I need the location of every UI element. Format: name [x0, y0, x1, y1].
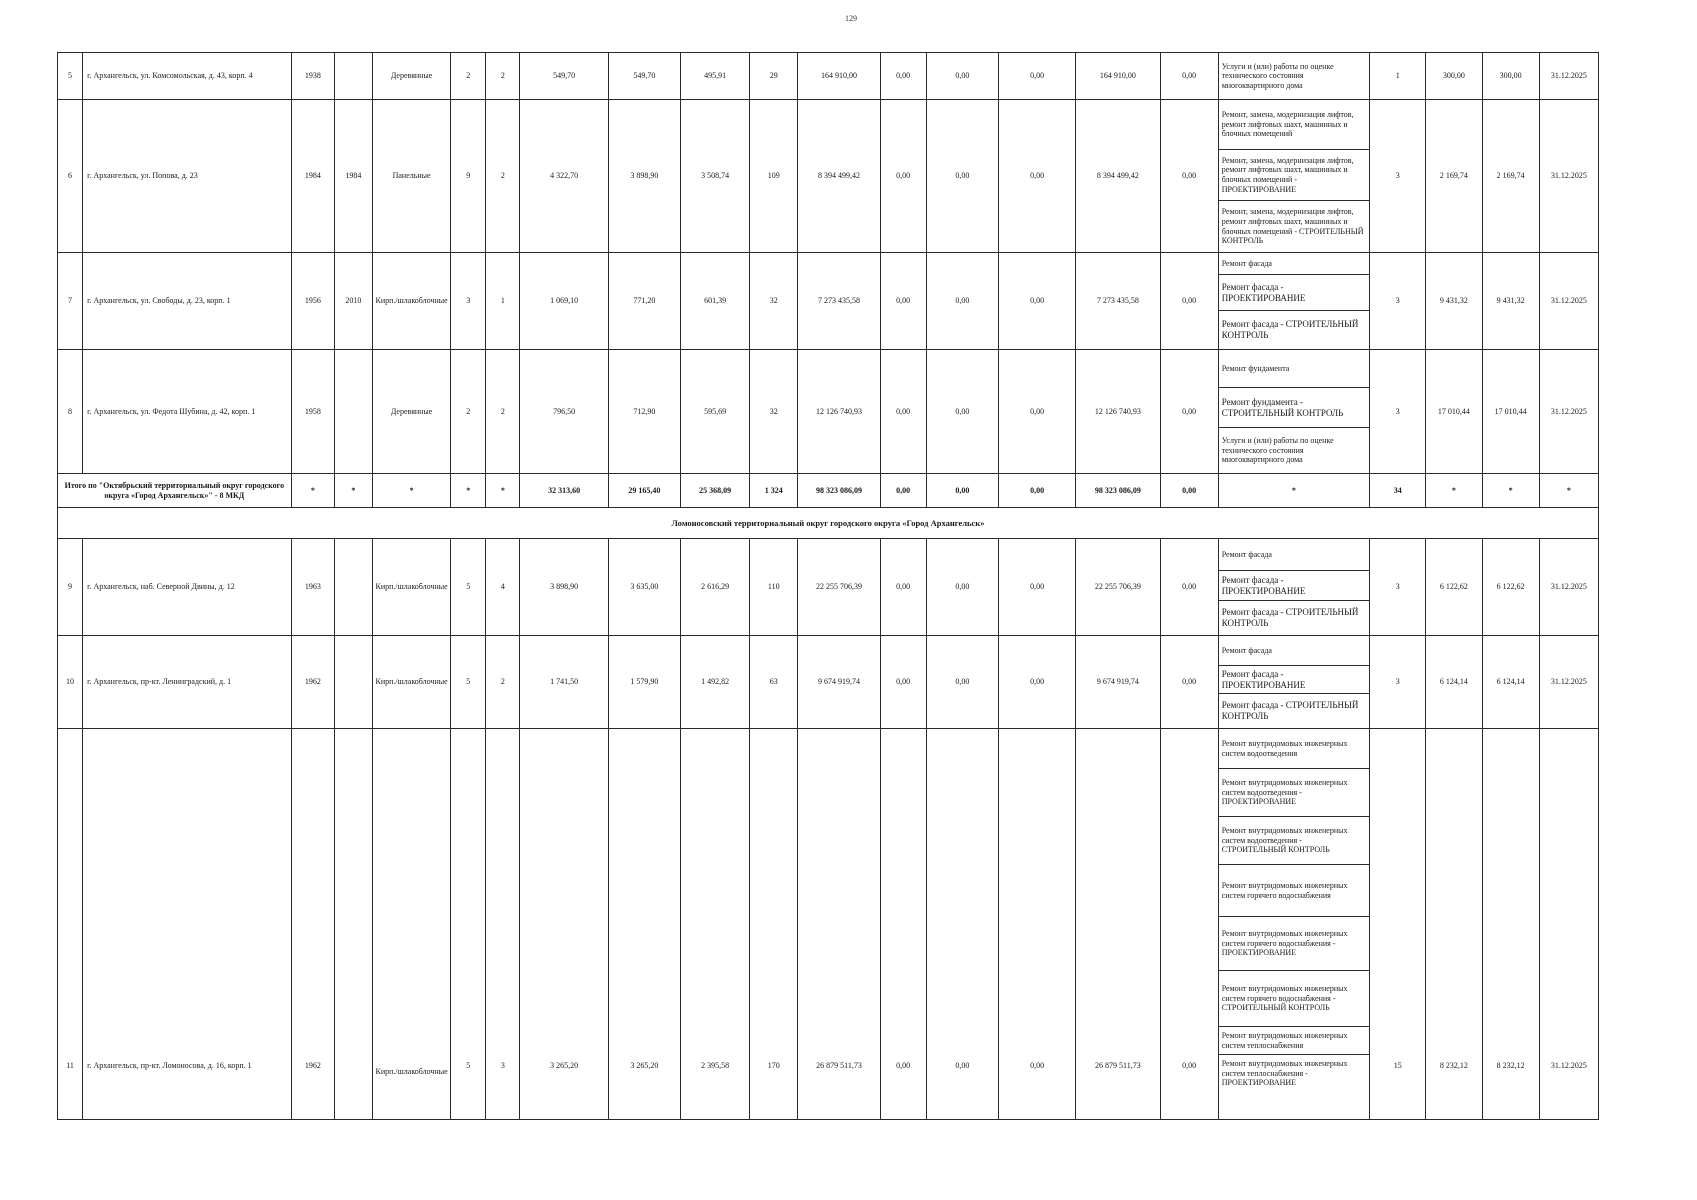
- row-number: 7: [58, 253, 83, 350]
- area-total-cell: 3 265,20: [520, 729, 608, 1120]
- total-fund-federal: 0,00: [880, 474, 926, 508]
- total-row: [58, 474, 1599, 508]
- fund-local-cell: 0,00: [998, 350, 1075, 474]
- works-cell: [1218, 53, 1369, 100]
- works-cell: [1218, 100, 1369, 253]
- total-mark: *: [486, 474, 520, 508]
- works-cell: [1218, 636, 1369, 729]
- fund-regional-cell: 0,00: [926, 729, 998, 1120]
- total-area-all: 29 165,40: [608, 474, 680, 508]
- address-cell: г. Архангельск, ул. Попова, д. 23: [83, 100, 292, 253]
- section-title: Ломоносовский территориальный округ городского округа «Город Архангельск»: [58, 508, 1599, 539]
- wall-material-cell: Деревянные: [372, 350, 450, 474]
- wall-material-cell: Кирп./шлакоблочные: [372, 539, 450, 636]
- work-item: Ремонт фасада - СТРОИТЕЛЬНЫЙ КОНТРОЛЬ: [1221, 319, 1359, 340]
- fund-other-cell: 0,00: [1160, 53, 1218, 100]
- floors-cell: 5: [451, 539, 486, 636]
- total-mark: *: [1539, 474, 1598, 508]
- deadline-cell: 31.12.2025: [1539, 100, 1598, 253]
- fund-other-cell: 0,00: [1160, 350, 1218, 474]
- work-item: Ремонт внутридомовых инженерных систем горячего водоснабжения - СТРОИТЕЛЬНЫЙ КОНТРОЛЬ: [1219, 971, 1369, 1027]
- year-overhaul-cell: [334, 539, 372, 636]
- deadline-cell: 31.12.2025: [1539, 539, 1598, 636]
- max-unit-cost-cell: 300,00: [1482, 53, 1539, 100]
- fund-owners-cell: 26 879 511,73: [1076, 729, 1160, 1120]
- year-built-cell: 1962: [291, 729, 334, 1120]
- total-area-total: 32 313,60: [520, 474, 608, 508]
- work-item: Ремонт фасада - ПРОЕКТИРОВАНИЕ: [1219, 666, 1369, 694]
- wall-material-cell: Кирп./шлакоблочные: [372, 729, 450, 1120]
- fund-regional-cell: 0,00: [926, 350, 998, 474]
- row-number: 8: [58, 350, 83, 474]
- year-overhaul-cell: [334, 636, 372, 729]
- work-item: Ремонт, замена, модернизация лифтов, ремонт лифтовых шахт, машинных и блочных помещений - ПРОЕКТИРОВАНИЕ: [1219, 150, 1369, 201]
- address-cell: г. Архангельск, наб. Северной Двины, д. 12: [83, 539, 292, 636]
- work-item: Ремонт фасада: [1219, 636, 1369, 666]
- fund-other-cell: 0,00: [1160, 253, 1218, 350]
- deadline-cell: 31.12.2025: [1539, 729, 1598, 1120]
- total-mark: *: [1482, 474, 1539, 508]
- floors-cell: 5: [451, 636, 486, 729]
- row-number: 9: [58, 539, 83, 636]
- work-item: Ремонт внутридомовых инженерных систем водоотведения: [1219, 729, 1369, 769]
- work-item: Ремонт внутридомовых инженерных систем горячего водоснабжения - ПРОЕКТИРОВАНИЕ: [1219, 917, 1369, 971]
- fund-local-cell: 0,00: [998, 100, 1075, 253]
- fund-federal-cell: 0,00: [880, 636, 926, 729]
- works-cell: [1218, 253, 1369, 350]
- works-count-cell: 3: [1370, 253, 1426, 350]
- fund-federal-cell: 0,00: [880, 350, 926, 474]
- wall-material-cell: Кирп./шлакоблочные: [372, 636, 450, 729]
- work-item: Ремонт фасада - СТРОИТЕЛЬНЫЙ КОНТРОЛЬ: [1221, 700, 1359, 721]
- total-residents: 1 324: [750, 474, 798, 508]
- area-all-cell: 712,90: [608, 350, 680, 474]
- floors-cell: 3: [451, 253, 486, 350]
- deadline-cell: 31.12.2025: [1539, 636, 1598, 729]
- fund-other-cell: 0,00: [1160, 636, 1218, 729]
- fund-local-cell: 0,00: [998, 636, 1075, 729]
- year-built-cell: 1958: [291, 350, 334, 474]
- year-overhaul-cell: [334, 729, 372, 1120]
- works-count-cell: 3: [1370, 539, 1426, 636]
- total-mark: *: [1218, 474, 1369, 508]
- table-row: [58, 253, 1599, 350]
- area-total-cell: 1 069,10: [520, 253, 608, 350]
- cost-total-cell: 7 273 435,58: [798, 253, 880, 350]
- table-row: [58, 100, 1599, 253]
- fund-regional-cell: 0,00: [926, 100, 998, 253]
- cost-total-cell: 164 910,00: [798, 53, 880, 100]
- table-row: [58, 539, 1599, 636]
- table-row: [58, 729, 1599, 1120]
- year-built-cell: 1962: [291, 636, 334, 729]
- works-cell: [1218, 539, 1369, 636]
- area-residential-cell: 601,39: [680, 253, 749, 350]
- area-total-cell: 1 741,50: [520, 636, 608, 729]
- fund-other-cell: 0,00: [1160, 729, 1218, 1120]
- works-count-cell: 3: [1370, 350, 1426, 474]
- entrances-cell: 2: [486, 350, 520, 474]
- work-item: Ремонт фундамента: [1219, 350, 1369, 388]
- cost-total-cell: 22 255 706,39: [798, 539, 880, 636]
- year-built-cell: 1956: [291, 253, 334, 350]
- area-all-cell: 3 265,20: [608, 729, 680, 1120]
- address-cell: г. Архангельск, ул. Федота Шубина, д. 42, корп. 1: [83, 350, 292, 474]
- residents-cell: 63: [750, 636, 798, 729]
- fund-regional-cell: 0,00: [926, 253, 998, 350]
- unit-cost-cell: 6 124,14: [1426, 636, 1482, 729]
- unit-cost-cell: 8 232,12: [1426, 729, 1482, 1120]
- floors-cell: 9: [451, 100, 486, 253]
- work-item: Ремонт внутридомовых инженерных систем теплоснабжения - ПРОЕКТИРОВАНИЕ: [1221, 1059, 1348, 1088]
- floors-cell: 5: [451, 729, 486, 1120]
- area-residential-cell: 495,91: [680, 53, 749, 100]
- max-unit-cost-cell: 2 169,74: [1482, 100, 1539, 253]
- unit-cost-cell: 2 169,74: [1426, 100, 1482, 253]
- entrances-cell: 4: [486, 539, 520, 636]
- works-cell: [1218, 729, 1369, 1120]
- area-total-cell: 3 898,90: [520, 539, 608, 636]
- address-cell: г. Архангельск, ул. Комсомольская, д. 43, корп. 4: [83, 53, 292, 100]
- residents-cell: 170: [750, 729, 798, 1120]
- works-count-cell: 15: [1370, 729, 1426, 1120]
- max-unit-cost-cell: 6 124,14: [1482, 636, 1539, 729]
- max-unit-cost-cell: 6 122,62: [1482, 539, 1539, 636]
- fund-local-cell: 0,00: [998, 539, 1075, 636]
- table-row: [58, 350, 1599, 474]
- cost-total-cell: 12 126 740,93: [798, 350, 880, 474]
- unit-cost-cell: 17 010,44: [1426, 350, 1482, 474]
- area-residential-cell: 2 395,58: [680, 729, 749, 1120]
- residents-cell: 110: [750, 539, 798, 636]
- area-residential-cell: 3 508,74: [680, 100, 749, 253]
- total-fund-other: 0,00: [1160, 474, 1218, 508]
- fund-owners-cell: 7 273 435,58: [1076, 253, 1160, 350]
- work-item: Ремонт фасада: [1219, 253, 1369, 275]
- area-total-cell: 549,70: [520, 53, 608, 100]
- deadline-cell: 31.12.2025: [1539, 253, 1598, 350]
- area-all-cell: 771,20: [608, 253, 680, 350]
- address-cell: г. Архангельск, пр-кт. Ленинградский, д. 1: [83, 636, 292, 729]
- address-cell: г. Архангельск, ул. Свободы, д. 23, корп. 1: [83, 253, 292, 350]
- entrances-cell: 3: [486, 729, 520, 1120]
- total-fund-regional: 0,00: [926, 474, 998, 508]
- total-mark: *: [1426, 474, 1482, 508]
- wall-material-cell: Кирп./шлакоблочные: [372, 253, 450, 350]
- max-unit-cost-cell: 17 010,44: [1482, 350, 1539, 474]
- work-item: Ремонт фундамента - СТРОИТЕЛЬНЫЙ КОНТРОЛЬ: [1219, 388, 1369, 428]
- fund-regional-cell: 0,00: [926, 636, 998, 729]
- year-overhaul-cell: [334, 53, 372, 100]
- works-count-cell: 1: [1370, 53, 1426, 100]
- work-item: Ремонт внутридомовых инженерных систем водоотведения - ПРОЕКТИРОВАНИЕ: [1219, 769, 1369, 817]
- work-item: Ремонт, замена, модернизация лифтов, ремонт лифтовых шахт, машинных и блочных помещений - СТРОИТЕЛЬНЫЙ КОНТРОЛЬ: [1221, 207, 1364, 246]
- total-fund-local: 0,00: [998, 474, 1075, 508]
- table-row: [58, 53, 1599, 100]
- fund-federal-cell: 0,00: [880, 253, 926, 350]
- area-residential-cell: 595,69: [680, 350, 749, 474]
- work-item: Ремонт фасада - ПРОЕКТИРОВАНИЕ: [1219, 571, 1369, 601]
- work-item: Ремонт фасада - СТРОИТЕЛЬНЫЙ КОНТРОЛЬ: [1221, 607, 1359, 628]
- entrances-cell: 2: [486, 53, 520, 100]
- page-number: 129: [845, 14, 857, 23]
- cost-total-cell: 9 674 919,74: [798, 636, 880, 729]
- total-mark: *: [291, 474, 334, 508]
- deadline-cell: 31.12.2025: [1539, 53, 1598, 100]
- max-unit-cost-cell: 8 232,12: [1482, 729, 1539, 1120]
- fund-local-cell: 0,00: [998, 253, 1075, 350]
- area-all-cell: 549,70: [608, 53, 680, 100]
- cost-total-cell: 26 879 511,73: [798, 729, 880, 1120]
- year-overhaul-cell: [334, 350, 372, 474]
- wall-material-cell: Панельные: [372, 100, 450, 253]
- deadline-cell: 31.12.2025: [1539, 350, 1598, 474]
- work-item: Ремонт фасада: [1219, 539, 1369, 571]
- area-all-cell: 3 898,90: [608, 100, 680, 253]
- total-fund-owners: 98 323 086,09: [1076, 474, 1160, 508]
- fund-regional-cell: 0,00: [926, 539, 998, 636]
- work-item: Ремонт, замена, модернизация лифтов, ремонт лифтовых шахт, машинных и блочных помещений: [1219, 100, 1369, 150]
- address-cell: г. Архангельск, пр-кт. Ломоносова, д. 16, корп. 1: [83, 729, 292, 1120]
- area-all-cell: 1 579,90: [608, 636, 680, 729]
- total-mark: *: [451, 474, 486, 508]
- fund-owners-cell: 12 126 740,93: [1076, 350, 1160, 474]
- year-overhaul-cell: 2010: [334, 253, 372, 350]
- total-works-count: 34: [1370, 474, 1426, 508]
- row-number: 10: [58, 636, 83, 729]
- residents-cell: 32: [750, 253, 798, 350]
- section-header-row: [58, 508, 1599, 539]
- entrances-cell: 1: [486, 253, 520, 350]
- work-item: Ремонт внутридомовых инженерных систем водоотведения - СТРОИТЕЛЬНЫЙ КОНТРОЛЬ: [1219, 817, 1369, 865]
- entrances-cell: 2: [486, 100, 520, 253]
- year-built-cell: 1984: [291, 100, 334, 253]
- residents-cell: 109: [750, 100, 798, 253]
- table-row: [58, 636, 1599, 729]
- area-total-cell: 796,50: [520, 350, 608, 474]
- work-item: Ремонт фасада - ПРОЕКТИРОВАНИЕ: [1219, 275, 1369, 311]
- row-number: 5: [58, 53, 83, 100]
- fund-federal-cell: 0,00: [880, 729, 926, 1120]
- works-cell: [1218, 350, 1369, 474]
- total-area-residential: 25 368,09: [680, 474, 749, 508]
- works-count-cell: 3: [1370, 636, 1426, 729]
- year-overhaul-cell: 1984: [334, 100, 372, 253]
- floors-cell: 2: [451, 350, 486, 474]
- row-number: 11: [58, 729, 83, 1120]
- area-all-cell: 3 635,00: [608, 539, 680, 636]
- entrances-cell: 2: [486, 636, 520, 729]
- works-count-cell: 3: [1370, 100, 1426, 253]
- fund-owners-cell: 9 674 919,74: [1076, 636, 1160, 729]
- unit-cost-cell: 9 431,32: [1426, 253, 1482, 350]
- capital-repair-table: [57, 52, 1599, 1120]
- work-item: Услуги и (или) работы по оценке технического состояния многоквартирного дома: [1221, 436, 1334, 465]
- fund-owners-cell: 8 394 499,42: [1076, 100, 1160, 253]
- fund-federal-cell: 0,00: [880, 53, 926, 100]
- row-number: 6: [58, 100, 83, 253]
- work-item: Ремонт внутридомовых инженерных систем теплоснабжения: [1219, 1027, 1369, 1055]
- fund-owners-cell: 22 255 706,39: [1076, 539, 1160, 636]
- fund-other-cell: 0,00: [1160, 100, 1218, 253]
- fund-regional-cell: 0,00: [926, 53, 998, 100]
- total-mark: *: [334, 474, 372, 508]
- area-residential-cell: 1 492,82: [680, 636, 749, 729]
- area-residential-cell: 2 616,29: [680, 539, 749, 636]
- cost-total-cell: 8 394 499,42: [798, 100, 880, 253]
- fund-federal-cell: 0,00: [880, 100, 926, 253]
- unit-cost-cell: 300,00: [1426, 53, 1482, 100]
- fund-local-cell: 0,00: [998, 729, 1075, 1120]
- max-unit-cost-cell: 9 431,32: [1482, 253, 1539, 350]
- residents-cell: 29: [750, 53, 798, 100]
- wall-material-cell: Деревянные: [372, 53, 450, 100]
- fund-federal-cell: 0,00: [880, 539, 926, 636]
- area-total-cell: 4 322,70: [520, 100, 608, 253]
- year-built-cell: 1938: [291, 53, 334, 100]
- work-item: Ремонт внутридомовых инженерных систем горячего водоснабжения: [1219, 865, 1369, 917]
- total-cost: 98 323 086,09: [798, 474, 880, 508]
- floors-cell: 2: [451, 53, 486, 100]
- fund-owners-cell: 164 910,00: [1076, 53, 1160, 100]
- fund-local-cell: 0,00: [998, 53, 1075, 100]
- total-mark: *: [372, 474, 450, 508]
- unit-cost-cell: 6 122,62: [1426, 539, 1482, 636]
- total-label: Итого по "Октябрьский территориальный округ городского округа «Город Архангельск»" - 8 МКД: [58, 474, 292, 508]
- work-item: Услуги и (или) работы по оценке технического состояния многоквартирного дома: [1221, 61, 1334, 90]
- residents-cell: 32: [750, 350, 798, 474]
- year-built-cell: 1963: [291, 539, 334, 636]
- fund-other-cell: 0,00: [1160, 539, 1218, 636]
